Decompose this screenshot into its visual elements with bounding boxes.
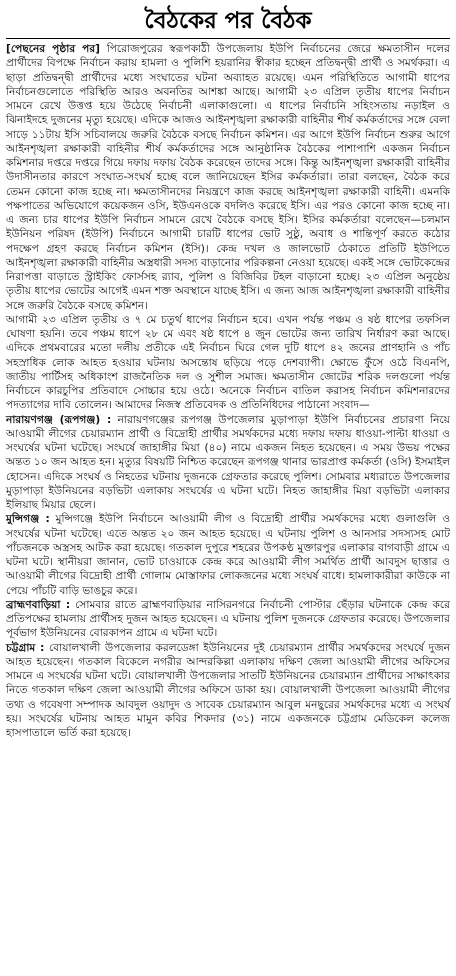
dateline-brahmanbaria: ব্রাহ্মণবাড়িয়া : — [6, 598, 71, 611]
paragraph-intro-text: পিরোজপুরের স্বরূপকাঠী উপজেলায় ইউপি নির্বাচনের জেরে ক্ষমতাসীন দলের প্রার্থীদের বিপক্ষে নির্বাচন করায় হামলা ও পুলিশি হয়রানির স্বীকার হচ্ছেন প্রতিদ্বন্দ্বী প্রার্থী ও সমর্থকরা। এ ছাড়া প্রতিদ্বন্দ্বী প্রার্থীদের মধ্যে সংঘাতের ঘটনা অব্যাহত রয়েছে। এমন পরিস্থিতিতে আগামী ধাপের নির্বাচনগুলোতে পরিস্থিতি আরও অবনতির আশঙ্কা আছে। আগামী ২৩ এপ্রিল তৃতীয় ধাপের নির্বাচন সামনে রেখে উত্তপ্ত হয়ে উঠেছে নির্বাচনী এলাকাগুলো। এ ধাপের নির্বাচনি সহিংসতায় নড়াইল ও ঝিনাইদহে দুজনের মৃত্যু হয়েছে। এদিকে আজও আইনশৃঙ্খলা রক্ষাকারী বাহিনীর শীর্ষ কর্মকর্তাদের সঙ্গে বেলা সাড়ে ১১টায় ইসি সচিবালয়ে জরুরি বৈঠকে বসছে নির্বাচন কমিশন। এর আগে ইউপি নির্বাচন শুরুর আগে আইনশৃঙ্খলা রক্ষাকারী বাহিনীর শীর্ষ কর্মকর্তাদের সঙ্গে আনুষ্ঠানিক বৈঠকের পাশাপাশি একজন নির্বাচন কমিশনার দপ্তরে দপ্তরে গিয়ে দফায় দফায় বৈঠক করেছেন তাদের সঙ্গে। কিন্তু আইনশৃঙ্খলা রক্ষাকারী বাহিনীর উদাসীনতার কারণে সংঘাত-সংঘর্ষ হচ্ছে বলে জানিয়েছেন ইসির কর্মকর্তারা। তারা বলছেন, বৈঠক করে তেমন কোনো কাজ হচ্ছে না। ক্ষমতাসীনদের নিয়ন্ত্রণে কাজ করছে আইনশৃঙ্খলা রক্ষাকারী বাহিনী। এমনকি পক্ষপাতের অভিযোগে কয়েকজন ওসি, ইউএনওকে বদলিও করেছে ইসি। এর পরও কোনো কাজ হচ্ছে না। এ জন্য চার ধাপের ইউপি নির্বাচন সামনে রেখে বৈঠকে বসছে ইসি। ইসির কর্মকর্তারা বলেছেন—চলমান ইউনিয়ন পরিষদ (ইউপি) নির্বাচনে আগামী চারটি ধাপের ভোট সুষ্ঠু, অবাধ ও শান্তিপূর্ণ করতে কঠোর পদক্ষেপ গ্রহণ করছে নির্বাচন কমিশন (ইসি)। কেন্দ্র দখল ও জালভোট ঠেকাতে প্রতিটি ইউপিতে আইনশৃঙ্খলা রক্ষাকারী বাহিনীর অস্ত্রধারী সদস্য বাড়ানোর পরিকল্পনা নেওয়া হয়েছে। একই সঙ্গে ভোটকেন্দ্রের নিরাপত্তা বাড়াতে স্ট্রাইকিং ফোর্সসহ র‍্যাব, পুলিশ ও বিজিবির টহল বাড়ানো হচ্ছে। ২৩ এপ্রিল অনুষ্ঠেয় তৃতীয় ধাপের ভোটের আগেই এমন শক্ত অবস্থানে যাচ্ছে ইসি। এ জন্য আজ আইনশৃঙ্খলা রক্ষাকারী বাহিনীর সঙ্গে জরুরি বৈঠকে বসছে কমিশন। — [6, 43, 450, 312]
dateline-munshiganj: মুন্সিগঞ্জ : — [6, 513, 50, 526]
brahmanbaria-text: সোমবার রাতে ব্রাহ্মণবাড়িয়ার নাসিরনগরে নির্বাচনী পোস্টার ছেঁড়ার ঘটনাকে কেন্দ্র করে প্রতিপক্ষের হামলায় প্রার্থীসহ দুজন আহত হয়েছেন। এ ঘটনায় পুলিশ দুজনকে গ্রেফতার করেছে। উপজেলার পূর্বভাগ ইউনিয়নের বোরকাপন গ্রামে এ ঘটনা ঘটে। — [6, 598, 450, 640]
paragraph-munshiganj — [6, 512, 450, 598]
paragraph-second: আগামী ২৩ এপ্রিল তৃতীয় ও ৭ মে চতুর্থ ধাপের নির্বাচন হবে। এখন পর্যন্ত পঞ্চম ও ষষ্ঠ ধাপের তফসিল ঘোষণা হয়নি। তবে পঞ্চম ধাপে ২৮ মে এবং ষষ্ঠ ধাপে ৪ জুন ভোটের জন্য তারিখ নির্ধারণ করা আছে। এদিকে প্রথমবারের মতো দলীয় প্রতীকে এই নির্বাচন ঘিরে গেল দুটি ধাপে ৪২ জনের প্রাণহানি ও পাঁচ সহস্রাধিক লোক আহত হওয়ার ঘটনায় অসন্তোষ ছড়িয়ে পড়ে দেশব্যাপী। ক্ষোভে ফুঁসে ওঠে বিএনপি, জাতীয় পার্টিসহ অধিকাংশ রাজনৈতিক দল ও সুশীল সমাজ। ক্ষমতাসীন জোটের শরিক দলগুলো পর্যন্ত নির্বাচনে কারচুপির প্রতিবাদে সোচ্চার হয়ে ওঠে। অনেকে নির্বাচন বাতিল করাসহ নির্বাচন কমিশনারদের পদত্যাগের দাবি তোলেন। আমাদের নিজস্ব প্রতিবেদক ও প্রতিনিধিদের পাঠানো সংবাদ— — [6, 313, 450, 412]
chattogram-text: বোয়ালখালী উপজেলার করলডেঙ্গা ইউনিয়নের দুই চেয়ারম্যান প্রার্থীর সমর্থকদের সংঘর্ষে দুজন আহত হয়েছেন। গতকাল বিকেলে নগরীর আন্দরকিল্লা এলাকায় দক্ষিণ জেলা আওয়ামী লীগের অফিসের সামনে এ সংঘর্ষের ঘটনা ঘটে। বোয়ালখালী উপজেলার সাতটি ইউনিয়নের চেয়ারম্যান প্রার্থীদের সাক্ষাৎকার নিতে গতকাল দক্ষিণ জেলা আওয়ামী লীগের অফিসে ডাকা হয়। বোয়ালখালী উপজেলা আওয়ামী লীগের তথ্য ও গবেষণা সম্পাদক আবদুল ওয়াদুদ ও সাবেক চেয়ারম্যান আবুল মনছুরের সমর্থকদের মধ্যে এ সংঘর্ষ হয়। সংঘর্ষের ঘটনায় আহত মামুন কবির শিকদার (৩১) নামে একজনকে চট্টগ্রাম মেডিকেল কলেজ হাসপাতালে ভর্তি করা হয়েছে। — [6, 641, 451, 739]
dateline-chattogram: চট্টগ্রাম : — [6, 641, 45, 654]
continuation-label: [পেছনের পৃষ্ঠার পর] — [6, 43, 101, 55]
paragraph-brahmanbaria — [6, 598, 450, 641]
article-body — [6, 42, 450, 740]
munshiganj-text: মুন্সিগঞ্জে ইউপি নির্বাচনে আওয়ামী লীগ ও বিদ্রোহী প্রার্থীর সমর্থকদের মধ্যে গুলাগুলি ও সংঘর্ষের ঘটনা ঘটেছে। এতে অন্তত ২০ জন আহত হয়েছে। এ ঘটনায় পুলিশ ও আনসার সদস্যসহ মোট পাঁচজনকে অস্ত্রসহ আটক করা হয়েছে। গতকাল দুপুরে শহরের উপকণ্ঠ মুক্তারপুর এলাকার বাগবাড়ী গ্রামে এ ঘটনা ঘটে। স্থানীয়রা জানান, ভোট চাওয়াকে কেন্দ্র করে আওয়ামী লীগ সমর্থিত প্রার্থী আবদুস ছাত্তার ও আওয়ামী লীগের বিদ্রোহী প্রার্থী গোলাম মোস্তাফার লোকজনের মধ্যে সংঘর্ষ বাধে। হামলাকারীরা কাউকে না পেয়ে পাঁচটি বাড়ি ভাঙচুর করে। — [6, 513, 451, 597]
dateline-narayanganj: নারায়ণগঞ্জ (রূপগঞ্জ) : — [6, 413, 112, 426]
news-article — [0, 4, 456, 976]
article-headline: বৈঠকের পর বৈঠক — [6, 4, 450, 39]
paragraph-narayanganj — [6, 413, 450, 513]
narayanganj-text: নারায়ণগঞ্জের রূপগঞ্জ উপজেলার মুড়াপাড়া ইউপি নির্বাচনের প্রচারণা নিয়ে আওয়ামী লীগের চেয়ারম্যান প্রার্থী ও বিদ্রোহী প্রার্থীর সমর্থকদের মধ্যে দফায় দফায় ধাওয়া-পাল্টা ধাওয়া ও সংঘর্ষের ঘটনা ঘটেছে। সংঘর্ষে জাহাঙ্গীর মিয়া (৪০) নামে একজন নিহত হয়েছেন। এ সময় উভয় পক্ষের অন্তত ১০ জন আহত হন। মৃত্যুর বিষয়টি নিশ্চিত করেছেন রূপগঞ্জ থানার ভারপ্রাপ্ত কর্মকর্তা (ওসি) ইসমাইল হোসেন। এদিকে সংঘর্ষ ও নিহতের ঘটনায় দুজনকে গ্রেফতার করেছে পুলিশ। সোমবার মধ্যরাতে উপজেলার মুড়াপাড়া ইউনিয়নের বড়ভিটা এলাকায় সংঘর্ষের এ ঘটনা ঘটে। নিহত জাহাঙ্গীর মিয়া বড়ভিটা এলাকার ইলিয়াছ মিয়ার ছেলে। — [6, 413, 450, 511]
paragraph-chattogram — [6, 641, 450, 741]
paragraph-intro — [6, 42, 450, 313]
